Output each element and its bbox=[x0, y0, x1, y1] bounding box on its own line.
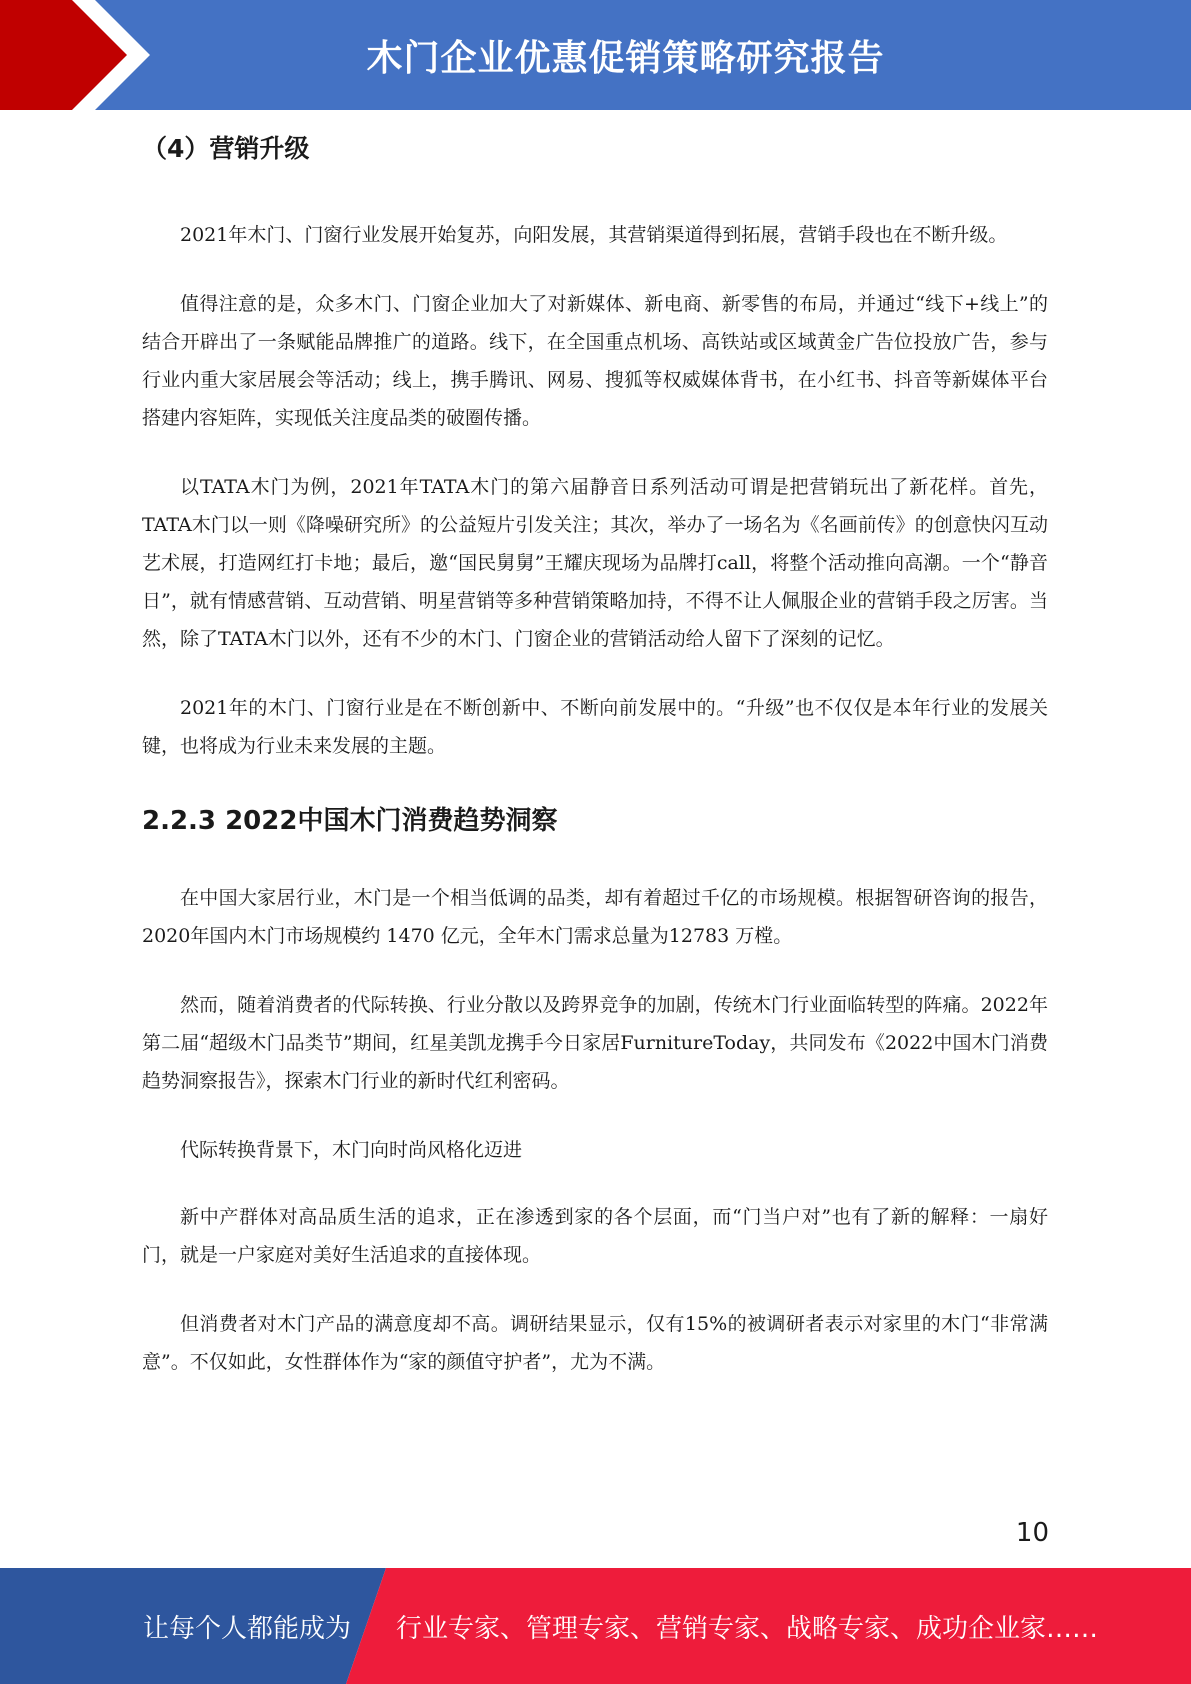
header-banner bbox=[0, 0, 1191, 110]
paragraph: 代际转换背景下，木门向时尚风格化迈进 bbox=[180, 1139, 523, 1161]
page-content bbox=[142, 122, 1048, 1412]
section-heading-marketing-upgrade: （4）营销升级 bbox=[142, 134, 310, 163]
footer-banner bbox=[0, 1568, 1191, 1684]
paragraph: 但消费者对木门产品的满意度却不高。调研结果显示，仅有15%的被调研者表示对家里的木门“非常满意”。不仅如此，女性群体作为“家的颜值守护者”，尤为不满。 bbox=[142, 1313, 1048, 1373]
footer-slogan-left: 让每个人都能成为 bbox=[143, 1613, 352, 1644]
section-heading-trend-insight: 2.2.3 2022中国木门消费趋势洞察 bbox=[142, 806, 558, 836]
footer-slogan-right: 行业专家、管理专家、营销专家、战略专家、成功企业家…… bbox=[396, 1613, 1099, 1644]
page-number: 10 bbox=[1015, 1518, 1049, 1548]
header-title: 木门企业优惠促销策略研究报告 bbox=[366, 37, 885, 79]
paragraph: 2021年的木门、门窗行业是在不断创新中、不断向前发展中的。“升级”也不仅仅是本年行业的发展关键，也将成为行业未来发展的主题。 bbox=[142, 697, 1048, 757]
paragraph: 在中国大家居行业，木门是一个相当低调的品类，却有着超过千亿的市场规模。根据智研咨询的报告，2020年国内木门市场规模约 1470 亿元，全年木门需求总量为12783 万樘。 bbox=[142, 887, 1048, 947]
paragraph: 新中产群体对高品质生活的追求，正在渗透到家的各个层面，而“门当户对”也有了新的解释：一扇好门，就是一户家庭对美好生活追求的直接体现。 bbox=[142, 1206, 1048, 1266]
paragraph: 然而，随着消费者的代际转换、行业分散以及跨界竞争的加剧，传统木门行业面临转型的阵痛。2022年第二届“超级木门品类节”期间，红星美凯龙携手今日家居FurnitureToday，共同发布《2022中国木门消费趋势洞察报告》，探索木门行业的新时代红利密码。 bbox=[142, 994, 1048, 1092]
paragraph: 值得注意的是，众多木门、门窗企业加大了对新媒体、新电商、新零售的布局，并通过“线下+线上”的结合开辟出了一条赋能品牌推广的道路。线下，在全国重点机场、高铁站或区域黄金广告位投放广告，参与行业内重大家居展会等活动；线上，携手腾讯、网易、搜狐等权威媒体背书，在小红书、抖音等新媒体平台搭建内容矩阵，实现低关注度品类的破圈传播。 bbox=[142, 293, 1048, 429]
paragraph: 2021年木门、门窗行业发展开始复苏，向阳发展，其营销渠道得到拓展，营销手段也在不断升级。 bbox=[180, 224, 1008, 246]
header-chevron-decoration bbox=[0, 0, 160, 110]
paragraph: 以TATA木门为例，2021年TATA木门的第六届静音日系列活动可谓是把营销玩出了新花样。首先，TATA木门以一则《降噪研究所》的公益短片引发关注；其次，举办了一场名为《名画前传》的创意快闪互动艺术展，打造网红打卡地；最后，邀“国民舅舅”王耀庆现场为品牌打call，将整个活动推向高潮。一个“静音日”，就有情感营销、互动营销、明星营销等多种营销策略加持，不得不让人佩服企业的营销手段之厉害。当然，除了TATA木门以外，还有不少的木门、门窗企业的营销活动给人留下了深刻的记忆。 bbox=[142, 476, 1048, 650]
